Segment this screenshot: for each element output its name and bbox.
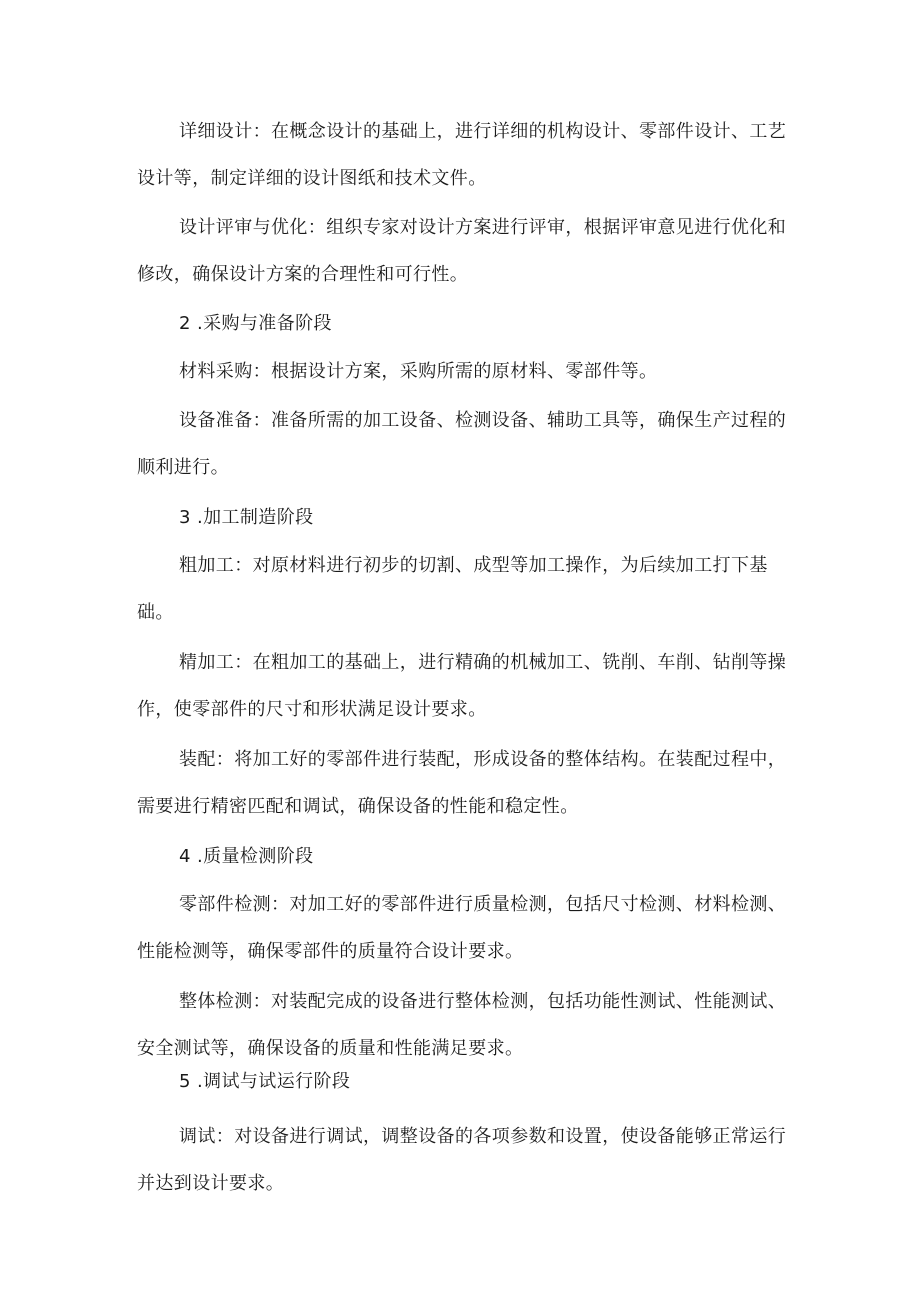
paragraph-material-procurement: 材料采购：根据设计方案，采购所需的原材料、零部件等。 <box>179 361 658 382</box>
paragraph-component-inspection: 零部件检测：对加工好的零部件进行质量检测，包括尺寸检测、材料检测、性能检测等，确保零部件的质量符合设计要求。 <box>137 894 787 962</box>
section-heading-procurement: 2 .采购与准备阶段 <box>179 313 332 334</box>
paragraph-equipment-preparation: 设备准备：准备所需的加工设备、检测设备、辅助工具等，确保生产过程的顺利进行。 <box>137 410 787 478</box>
paragraph-design-review: 设计评审与优化：组织专家对设计方案进行评审，根据评审意见进行优化和修改，确保设计方案的合理性和可行性。 <box>137 217 787 285</box>
paragraph-debugging: 调试：对设备进行调试，调整设备的各项参数和设置，使设备能够正常运行并达到设计要求。 <box>137 1126 787 1194</box>
section-heading-commissioning: 5 .调试与试运行阶段 <box>179 1071 351 1092</box>
paragraph-assembly: 装配：将加工好的零部件进行装配，形成设备的整体结构。在装配过程中，需要进行精密匹配和调试，确保设备的性能和稳定性。 <box>137 749 787 817</box>
section-heading-quality-inspection: 4 .质量检测阶段 <box>179 846 314 867</box>
section-heading-manufacturing: 3 .加工制造阶段 <box>179 507 314 528</box>
paragraph-overall-inspection: 整体检测：对装配完成的设备进行整体检测，包括功能性测试、性能测试、安全测试等，确保设备的质量和性能满足要求。 <box>137 991 787 1059</box>
paragraph-detailed-design: 详细设计：在概念设计的基础上，进行详细的机构设计、零部件设计、工艺设计等，制定详细的设计图纸和技术文件。 <box>137 121 787 189</box>
paragraph-precision-machining: 精加工：在粗加工的基础上，进行精确的机械加工、铣削、车削、钻削等操作，使零部件的尺寸和形状满足设计要求。 <box>137 652 787 720</box>
paragraph-rough-machining: 粗加工：对原材料进行初步的切割、成型等加工操作，为后续加工打下基础。 <box>137 555 768 623</box>
